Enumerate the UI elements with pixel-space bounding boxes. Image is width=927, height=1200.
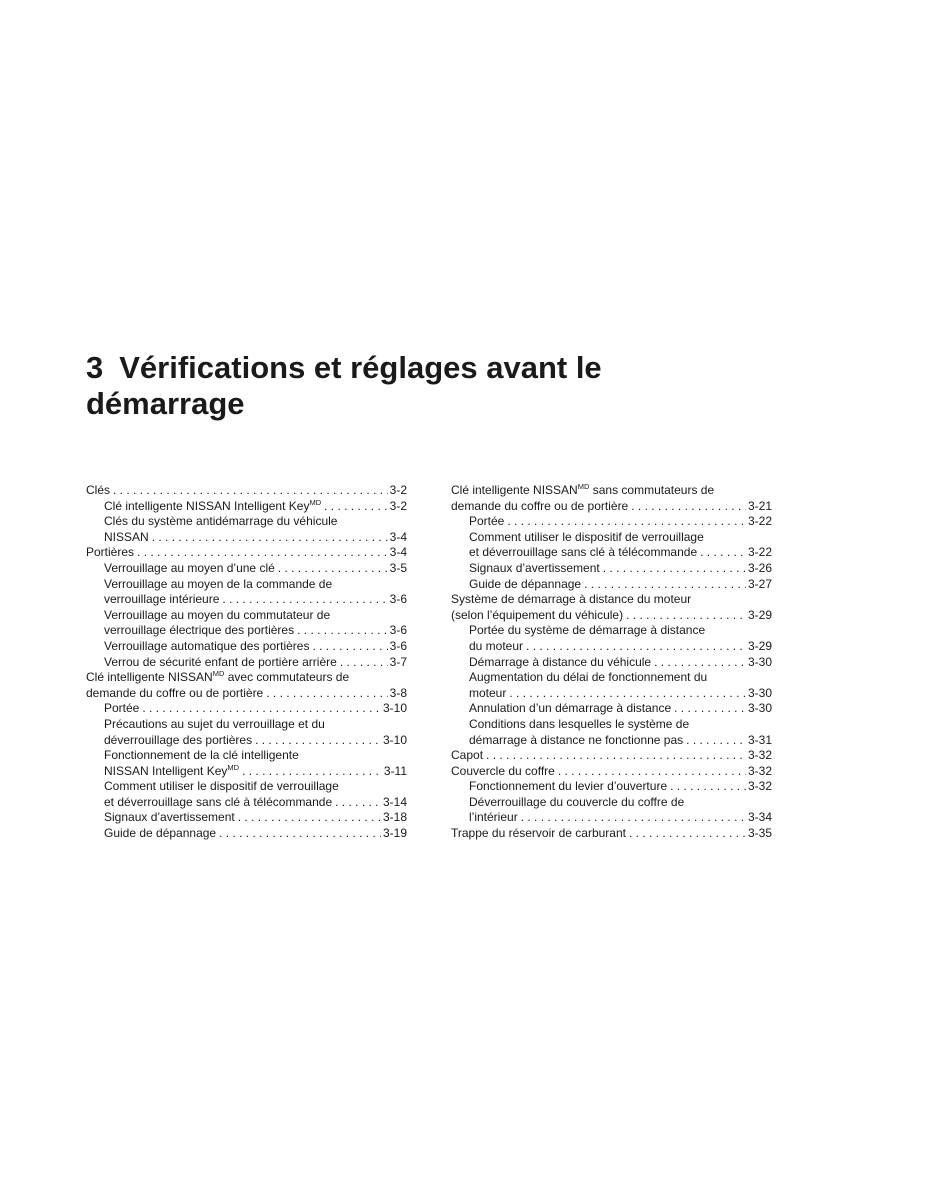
toc-page-number: 3-29	[747, 607, 772, 622]
toc-entry-title	[469, 686, 506, 702]
dot-leader	[242, 764, 382, 780]
toc-page-number: 3-10	[382, 701, 407, 716]
toc-entry-title	[104, 733, 252, 749]
toc-entry[interactable]	[86, 779, 407, 810]
toc-entry-title	[451, 764, 555, 780]
toc-entry-text-line: Précautions au sujet du verrouillage et du	[104, 716, 325, 731]
toc-page-number: 3-8	[389, 685, 407, 700]
toc-entry-title	[86, 545, 134, 561]
toc-entry-text-line	[451, 483, 772, 499]
toc-entry-title	[451, 748, 483, 764]
toc-entry-title	[86, 483, 110, 499]
toc-entry-text-line: Verrouillage au moyen de la commande de	[104, 576, 333, 591]
toc-page-number: 3-19	[382, 826, 407, 841]
toc-entry-title-text: Annulation d’un démarrage à distance	[469, 701, 672, 716]
toc-entry[interactable]	[86, 499, 407, 515]
dot-leader	[584, 577, 746, 593]
toc-entry[interactable]	[86, 608, 407, 639]
toc-entry-title	[86, 686, 263, 702]
toc-entry-text-line: Clés du système antidémarrage du véhicule	[104, 514, 338, 529]
toc-entry[interactable]	[451, 530, 772, 561]
toc-entry-title-text: du moteur	[469, 638, 524, 653]
toc-entry-title-text: et déverrouillage sans clé à télécommande	[469, 545, 698, 560]
trademark-superscript: MD	[212, 669, 225, 679]
toc-entry-title-text: NISSAN	[104, 529, 149, 544]
toc-entry-title-text: demande du coffre ou de portière	[86, 685, 264, 700]
toc-entry[interactable]	[86, 717, 407, 748]
toc-entry[interactable]	[86, 826, 407, 842]
toc-entry-title-text: Trappe du réservoir de carburant	[451, 826, 626, 841]
toc-entry-title	[451, 826, 626, 842]
dot-leader	[255, 733, 381, 749]
toc-entry-title	[469, 545, 697, 561]
toc-page-number: 3-7	[389, 654, 407, 669]
toc-entry-title-text: (selon l’équipement du véhicule)	[451, 607, 624, 622]
toc-entry[interactable]	[451, 577, 772, 593]
toc-page-number: 3-2	[389, 498, 407, 513]
toc-entry[interactable]	[451, 483, 772, 514]
toc-page-number: 3-14	[382, 794, 407, 809]
dot-leader	[654, 655, 746, 671]
toc-entry-title-text: Portières	[86, 545, 135, 560]
toc-page-number: 3-30	[747, 685, 772, 700]
toc-entry[interactable]	[86, 545, 407, 561]
toc-entry-title	[104, 499, 321, 515]
toc-entry-title	[469, 779, 667, 795]
toc-entry[interactable]	[451, 795, 772, 826]
toc-entry-title-text: Guide de dépannage	[469, 576, 582, 591]
toc-entry-title	[469, 577, 581, 593]
toc-entry[interactable]	[86, 561, 407, 577]
dot-leader	[312, 639, 387, 655]
chapter-title-line-1: Vérifications et réglages avant le	[119, 350, 602, 385]
toc-entry-text-line	[86, 670, 407, 686]
dot-leader	[521, 810, 746, 826]
toc-page-number: 3-5	[389, 560, 407, 575]
toc-entry-title-text: Verrouillage automatique des portières	[104, 638, 310, 653]
toc-entry[interactable]	[451, 592, 772, 623]
toc-entry-title	[104, 764, 239, 780]
toc-entry[interactable]	[451, 717, 772, 748]
toc-page-number: 3-32	[747, 763, 772, 778]
toc-entry-title-text: Verrouillage au moyen d’une clé	[104, 560, 275, 575]
toc-entry[interactable]	[86, 748, 407, 779]
toc-entry[interactable]	[86, 810, 407, 826]
toc-entry-title-text: verrouillage intérieure	[104, 592, 220, 607]
toc-page-number: 3-34	[747, 810, 772, 825]
toc-page-number: 3-4	[389, 529, 407, 544]
toc-page-number: 3-6	[389, 623, 407, 638]
chapter-number: 3	[86, 350, 104, 385]
dot-leader	[631, 499, 746, 515]
dot-leader	[219, 826, 381, 842]
dot-leader	[526, 639, 746, 655]
toc-entry[interactable]	[86, 483, 407, 499]
toc-page-number: 3-35	[747, 826, 772, 841]
toc-entry[interactable]	[86, 577, 407, 608]
toc-entry-text-line: Portée du système de démarrage à distance	[469, 623, 706, 638]
toc-entry-title-text: Démarrage à distance du véhicule	[469, 654, 652, 669]
toc-entry-title	[469, 561, 600, 577]
toc-entry-title-text: Portée	[469, 514, 505, 529]
toc-entry-text-line: Système de démarrage à distance du moteur	[451, 592, 692, 607]
toc-entry-text: avec commutateurs de	[224, 670, 350, 685]
toc-entry-title-text: l’intérieur	[469, 810, 518, 825]
toc-entry-title-text: Capot	[451, 748, 484, 763]
toc-entry-text-line: Déverrouillage du couvercle du coffre de	[469, 794, 685, 809]
dot-leader	[486, 748, 746, 764]
toc-entry-title	[469, 655, 651, 671]
toc-entry-title-text: verrouillage électrique des portières	[104, 623, 295, 638]
toc-entry-title	[104, 795, 332, 811]
toc-entry-title	[451, 499, 628, 515]
toc-entry-title-text: Couvercle du coffre	[451, 763, 555, 778]
toc-left-column	[86, 483, 407, 842]
toc-entry-title-text: Guide de dépannage	[104, 826, 217, 841]
toc-page-number: 3-18	[382, 810, 407, 825]
toc-entry[interactable]	[86, 701, 407, 717]
toc-entry[interactable]	[86, 639, 407, 655]
toc-entry-title	[469, 639, 523, 655]
dot-leader	[335, 795, 381, 811]
toc-entry-title-text: et déverrouillage sans clé à télécommande	[104, 794, 333, 809]
dot-leader	[222, 592, 387, 608]
toc-entry-title	[104, 561, 275, 577]
toc-entry[interactable]	[451, 826, 772, 842]
toc-entry-title-text: démarrage à distance ne fonctionne pas	[469, 732, 684, 747]
dot-leader	[670, 779, 746, 795]
toc-entry[interactable]	[451, 514, 772, 530]
toc-page-number: 3-2	[389, 483, 407, 497]
toc-page-number: 3-27	[747, 576, 772, 591]
toc-entry-title	[104, 655, 337, 671]
toc-page-number: 3-6	[389, 592, 407, 607]
toc-entry-title	[104, 826, 216, 842]
toc-entry-text-line: Fonctionnement de la clé intelligente	[104, 748, 299, 763]
toc-entry[interactable]	[86, 655, 407, 671]
dot-leader	[152, 530, 388, 546]
toc-entry-text-line: Comment utiliser le dispositif de verrouillage	[469, 529, 704, 544]
trademark-superscript: MD	[227, 762, 240, 772]
dot-leader	[137, 545, 388, 561]
toc-entry-title	[104, 701, 139, 717]
dot-leader	[113, 483, 388, 499]
toc-entry-title-text: Clés	[86, 483, 111, 497]
toc-page-number: 3-26	[747, 560, 772, 575]
toc-entry-title	[104, 810, 235, 826]
toc-entry-title	[104, 530, 149, 546]
chapter-title	[86, 350, 846, 422]
toc-page-number: 3-32	[747, 779, 772, 794]
toc-page-number: 3-22	[747, 545, 772, 560]
toc-entry-title-text: demande du coffre ou de portière	[451, 498, 629, 513]
toc-entry-title-text: moteur	[469, 685, 507, 700]
toc-entry-title-text: Portée	[104, 701, 140, 716]
toc-entry-title-text: Signaux d’avertissement	[469, 560, 600, 575]
toc-entry-text-line: Conditions dans lesquelles le système de	[469, 716, 690, 731]
toc-entry-title-text: Verrou de sécurité enfant de portière arrière	[104, 654, 337, 669]
toc-entry[interactable]	[451, 655, 772, 671]
toc-right-column	[451, 483, 772, 842]
dot-leader	[142, 701, 381, 717]
toc-entry[interactable]	[451, 779, 772, 795]
dot-leader	[603, 561, 746, 577]
toc-page-number: 3-4	[389, 545, 407, 560]
toc-entry[interactable]	[451, 670, 772, 701]
dot-leader	[700, 545, 746, 561]
toc-entry-text-line: Augmentation du délai de fonctionnement du	[469, 670, 708, 685]
dot-leader	[629, 826, 746, 842]
toc-entry[interactable]	[451, 561, 772, 577]
dot-leader	[324, 499, 388, 515]
toc-entry-text-line: Comment utiliser le dispositif de verrouillage	[104, 779, 339, 794]
dot-leader	[507, 514, 746, 530]
toc-entry-title	[104, 639, 309, 655]
toc-entry-title	[469, 514, 504, 530]
toc-entry-title	[469, 733, 683, 749]
toc-page-number: 3-31	[747, 732, 772, 747]
dot-leader	[558, 764, 746, 780]
toc-entry-text-line: Verrouillage au moyen du commutateur de	[104, 607, 331, 622]
dot-leader	[297, 623, 388, 639]
trademark-superscript: MD	[577, 482, 590, 491]
dot-leader	[266, 686, 387, 702]
toc-entry-title	[451, 608, 623, 624]
toc-entry-text: Clé intelligente NISSAN	[86, 670, 213, 685]
chapter-title-line-2: démarrage	[86, 386, 245, 421]
toc-entry[interactable]	[86, 670, 407, 701]
toc-entry-title-text: Signaux d’avertissement	[104, 810, 235, 825]
toc-entry[interactable]	[451, 701, 772, 717]
toc-page-number: 3-32	[747, 748, 772, 763]
toc-page-number: 3-6	[389, 638, 407, 653]
toc-entry-title-text: Fonctionnement du levier d’ouverture	[469, 779, 668, 794]
toc-entry[interactable]	[451, 748, 772, 764]
dot-leader	[674, 701, 746, 717]
toc-entry-title	[104, 623, 294, 639]
trademark-superscript: MD	[309, 497, 322, 507]
dot-leader	[509, 686, 746, 702]
dot-leader	[278, 561, 388, 577]
toc-entry[interactable]	[451, 623, 772, 654]
toc-page-number: 3-30	[747, 701, 772, 716]
toc-page-number: 3-10	[382, 732, 407, 747]
toc-page-number: 3-21	[747, 498, 772, 513]
toc-entry-title-text: Clé intelligente NISSAN Intelligent Key	[104, 498, 310, 513]
toc-entry-title	[104, 592, 219, 608]
toc-entry-title	[469, 810, 518, 826]
toc-page-number: 3-22	[747, 514, 772, 529]
toc-entry-title-text: déverrouillage des portières	[104, 732, 253, 747]
dot-leader	[340, 655, 388, 671]
toc-entry-text: sans commutateurs de	[589, 483, 715, 497]
toc-page-number: 3-29	[747, 638, 772, 653]
toc-entry-title	[469, 701, 671, 717]
dot-leader	[626, 608, 746, 624]
toc-entry-text: Clé intelligente NISSAN	[451, 483, 578, 497]
dot-leader	[238, 810, 381, 826]
toc-entry[interactable]	[451, 764, 772, 780]
toc-entry[interactable]	[86, 514, 407, 545]
toc-entry-title-text: NISSAN Intelligent Key	[104, 763, 228, 778]
toc-page-number: 3-30	[747, 654, 772, 669]
toc-page-number: 3-11	[383, 763, 407, 778]
dot-leader	[686, 733, 746, 749]
